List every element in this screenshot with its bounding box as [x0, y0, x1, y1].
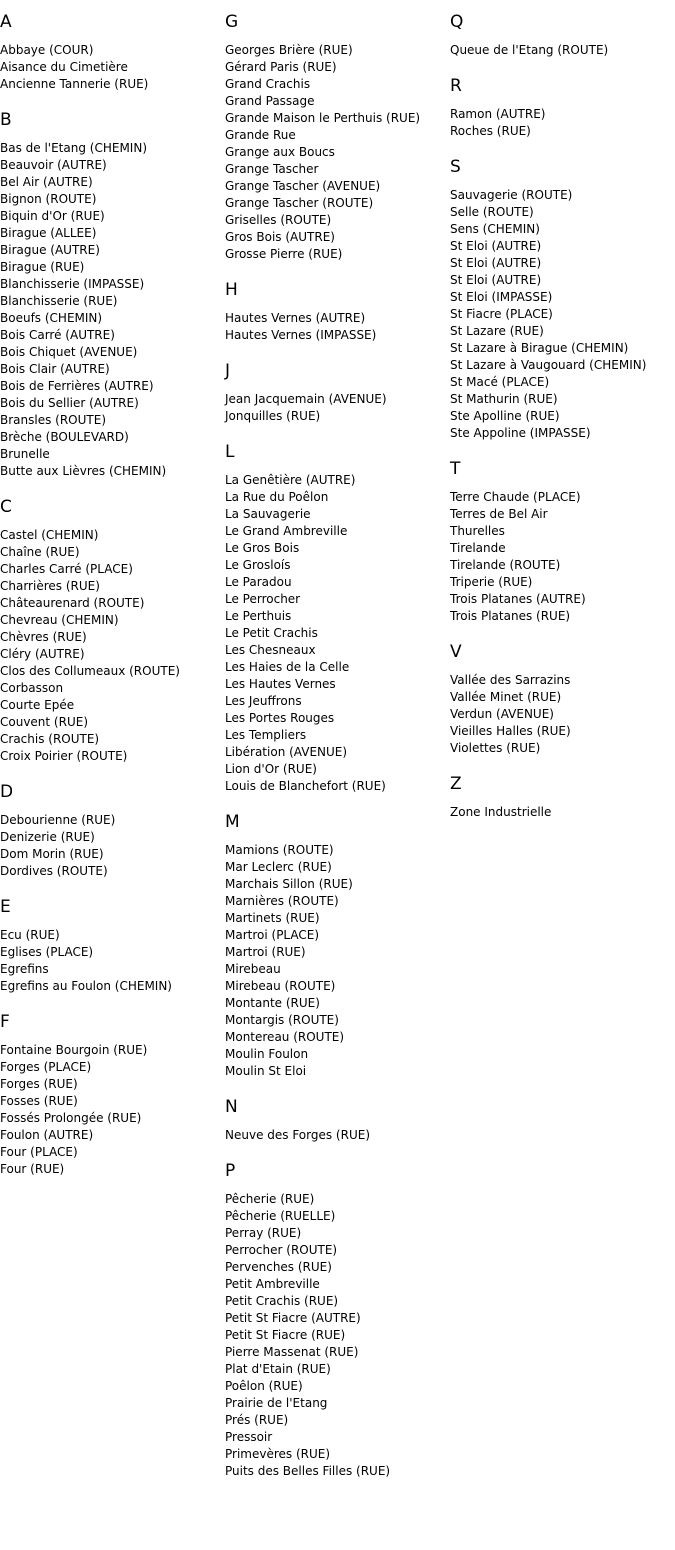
street-name: Clos des Collumeaux (ROUTE)	[0, 664, 180, 678]
street-name: Corbasson	[0, 681, 64, 695]
street-name: Petit St Fiacre (AUTRE)	[225, 1311, 361, 1325]
street-name: Brunelle	[0, 447, 50, 461]
street-name: Grande Rue	[225, 128, 296, 142]
street-name: Le Gros Bois	[225, 541, 300, 555]
letter-section	[0, 1011, 222, 1178]
letter-section	[0, 496, 222, 765]
street-name: Châteaurenard (ROUTE)	[0, 596, 145, 610]
street-name: Trois Platanes (AUTRE)	[450, 592, 586, 606]
letter-heading: F	[0, 1012, 10, 1032]
street-name: Dom Morin (RUE)	[0, 847, 104, 861]
letter-heading: L	[225, 442, 235, 462]
letter-section	[450, 156, 672, 442]
street-list	[450, 489, 672, 625]
street-name: Beauvoir (AUTRE)	[0, 158, 107, 172]
street-name: Egrefins au Foulon (CHEMIN)	[0, 979, 172, 993]
street-name: Bois Carré (AUTRE)	[0, 328, 115, 342]
street-name: Bois du Sellier (AUTRE)	[0, 396, 139, 410]
street-name: St Lazare à Vaugouard (CHEMIN)	[450, 358, 647, 372]
street-name: Mar Leclerc (RUE)	[225, 860, 332, 874]
street-list	[0, 927, 222, 995]
street-name: Mirebeau	[225, 962, 281, 976]
letter-heading: T	[450, 459, 461, 479]
street-name: Couvent (RUE)	[0, 715, 89, 729]
street-name: Biquin d'Or (RUE)	[0, 209, 105, 223]
street-name: Fossés Prolongée (RUE)	[0, 1111, 142, 1125]
street-name: Four (PLACE)	[0, 1145, 78, 1159]
street-name: Grande Maison le Perthuis (RUE)	[225, 111, 421, 125]
letter-section	[450, 11, 672, 59]
street-name: Pêcherie (RUELLE)	[225, 1209, 336, 1223]
street-name: Les Chesneaux	[225, 643, 316, 657]
street-name: Forges (RUE)	[0, 1077, 78, 1091]
street-name: Neuve des Forges (RUE)	[225, 1128, 371, 1142]
street-name: Les Hautes Vernes	[225, 677, 336, 691]
street-list	[225, 42, 447, 263]
letter-section	[225, 360, 447, 425]
street-name: Sauvagerie (ROUTE)	[450, 188, 573, 202]
street-name: La Rue du Poêlon	[225, 490, 329, 504]
street-name: Thurelles	[450, 524, 505, 538]
street-list	[0, 140, 222, 480]
street-list	[225, 310, 447, 344]
street-name: Griselles (ROUTE)	[225, 213, 332, 227]
street-name: Bel Air (AUTRE)	[0, 175, 93, 189]
street-name: Eglises (PLACE)	[0, 945, 94, 959]
letter-heading: P	[225, 1161, 236, 1181]
street-name: St Eloi (AUTRE)	[450, 273, 542, 287]
letter-heading: J	[225, 361, 231, 381]
street-name: Martroi (PLACE)	[225, 928, 320, 942]
street-name: Libération (AVENUE)	[225, 745, 348, 759]
street-name: Pervenches (RUE)	[225, 1260, 332, 1274]
street-name: Chèvres (RUE)	[0, 630, 87, 644]
street-name: Abbaye (COUR)	[0, 43, 94, 57]
street-name: Verdun (AVENUE)	[450, 707, 554, 721]
street-name: Ste Appoline (IMPASSE)	[450, 426, 591, 440]
street-name: St Macé (PLACE)	[450, 375, 550, 389]
street-name: Les Templiers	[225, 728, 307, 742]
street-list	[0, 42, 222, 93]
street-name: Mirebeau (ROUTE)	[225, 979, 336, 993]
street-name: Butte aux Lièvres (CHEMIN)	[0, 464, 167, 478]
street-list	[225, 472, 447, 795]
street-name: Tirelande	[450, 541, 506, 555]
street-index-column-2	[225, 11, 447, 1496]
street-name: Forges (PLACE)	[0, 1060, 92, 1074]
street-name: Cléry (AUTRE)	[0, 647, 85, 661]
street-name: Dordives (ROUTE)	[0, 864, 108, 878]
street-name: Grange Tascher	[225, 162, 319, 176]
street-name: Montereau (ROUTE)	[225, 1030, 345, 1044]
street-list	[450, 672, 672, 757]
street-name: Ecu (RUE)	[0, 928, 60, 942]
street-name: Vallée des Sarrazins	[450, 673, 571, 687]
street-name: Bignon (ROUTE)	[0, 192, 97, 206]
street-name: St Lazare à Birague (CHEMIN)	[450, 341, 629, 355]
street-name: St Lazare (RUE)	[450, 324, 544, 338]
street-name: Grosse Pierre (RUE)	[225, 247, 343, 261]
letter-section	[0, 781, 222, 880]
letter-section	[450, 458, 672, 625]
street-name: Birague (ALLEE)	[0, 226, 97, 240]
letter-heading: S	[450, 157, 461, 177]
letter-section	[450, 641, 672, 757]
street-list	[450, 106, 672, 140]
letter-section	[225, 1160, 447, 1480]
street-index-column-1	[0, 11, 222, 1194]
street-list	[0, 812, 222, 880]
street-name: St Eloi (AUTRE)	[450, 239, 542, 253]
street-name: Georges Brière (RUE)	[225, 43, 353, 57]
street-name: Grand Passage	[225, 94, 315, 108]
street-name: Charrières (RUE)	[0, 579, 100, 593]
street-name: St Mathurin (RUE)	[450, 392, 558, 406]
street-name: Martroi (RUE)	[225, 945, 306, 959]
street-name: Grange Tascher (AVENUE)	[225, 179, 381, 193]
street-name: Petit St Fiacre (RUE)	[225, 1328, 346, 1342]
street-name: Egrefins	[0, 962, 49, 976]
street-name: Bois Clair (AUTRE)	[0, 362, 110, 376]
street-name: Perray (RUE)	[225, 1226, 302, 1240]
street-name: Le Perrocher	[225, 592, 301, 606]
street-name: Bransles (ROUTE)	[0, 413, 107, 427]
street-name: Jean Jacquemain (AVENUE)	[225, 392, 387, 406]
letter-section	[450, 75, 672, 140]
letter-section	[225, 441, 447, 795]
street-name: Bois de Ferrières (AUTRE)	[0, 379, 154, 393]
street-name: Puits des Belles Filles (RUE)	[225, 1464, 391, 1478]
street-name: Aisance du Cimetière	[0, 60, 128, 74]
street-name: Pierre Massenat (RUE)	[225, 1345, 359, 1359]
street-name: Bas de l'Etang (CHEMIN)	[0, 141, 147, 155]
street-name: Montargis (ROUTE)	[225, 1013, 339, 1027]
street-name: Hautes Vernes (AUTRE)	[225, 311, 366, 325]
letter-section	[0, 11, 222, 93]
street-name: Petit Crachis (RUE)	[225, 1294, 339, 1308]
street-name: Les Haies de la Celle	[225, 660, 350, 674]
letter-section	[0, 896, 222, 995]
street-name: Birague (AUTRE)	[0, 243, 100, 257]
street-name: Brèche (BOULEVARD)	[0, 430, 129, 444]
street-name: Moulin Foulon	[225, 1047, 309, 1061]
street-name: Selle (ROUTE)	[450, 205, 534, 219]
street-name: Les Portes Rouges	[225, 711, 335, 725]
street-name: Foulon (AUTRE)	[0, 1128, 94, 1142]
street-name: Les Jeuffrons	[225, 694, 302, 708]
letter-heading: D	[0, 782, 14, 802]
street-list	[450, 42, 672, 59]
street-name: Perrocher (ROUTE)	[225, 1243, 338, 1257]
street-name: Le Grosloís	[225, 558, 291, 572]
letter-section	[225, 1096, 447, 1144]
street-list	[450, 804, 672, 821]
street-name: St Fiacre (PLACE)	[450, 307, 553, 321]
letter-heading: N	[225, 1097, 238, 1117]
letter-heading: C	[0, 497, 12, 517]
street-list	[225, 842, 447, 1080]
street-name: Boeufs (CHEMIN)	[0, 311, 103, 325]
street-name: Ste Apolline (RUE)	[450, 409, 560, 423]
letter-section	[225, 811, 447, 1080]
street-name: Debourienne (RUE)	[0, 813, 116, 827]
street-name: Montante (RUE)	[225, 996, 320, 1010]
street-name: Grand Crachis	[225, 77, 311, 91]
street-name: Jonquilles (RUE)	[225, 409, 321, 423]
letter-heading: E	[0, 897, 11, 917]
street-name: Martinets (RUE)	[225, 911, 320, 925]
street-name: Marnières (ROUTE)	[225, 894, 339, 908]
street-name: Mamions (ROUTE)	[225, 843, 334, 857]
street-name: Gros Bois (AUTRE)	[225, 230, 335, 244]
street-name: Le Perthuis	[225, 609, 292, 623]
street-list	[225, 1127, 447, 1144]
street-name: Gérard Paris (RUE)	[225, 60, 337, 74]
street-name: Zone Industrielle	[450, 805, 552, 819]
street-name: Birague (RUE)	[0, 260, 85, 274]
street-name: Fontaine Bourgoin (RUE)	[0, 1043, 148, 1057]
street-list	[225, 391, 447, 425]
street-name: St Eloi (AUTRE)	[450, 256, 542, 270]
street-name: Marchais Sillon (RUE)	[225, 877, 353, 891]
street-name: Terres de Bel Air	[450, 507, 548, 521]
street-name: Courte Epée	[0, 698, 75, 712]
street-name: Ancienne Tannerie (RUE)	[0, 77, 149, 91]
street-name: Charles Carré (PLACE)	[0, 562, 133, 576]
letter-section	[225, 11, 447, 263]
letter-heading: A	[0, 12, 12, 32]
letter-heading: G	[225, 12, 239, 32]
street-name: Fosses (RUE)	[0, 1094, 78, 1108]
street-name: Le Paradou	[225, 575, 292, 589]
street-name: St Eloi (IMPASSE)	[450, 290, 553, 304]
street-name: Pressoir	[225, 1430, 273, 1444]
street-name: Louis de Blanchefort (RUE)	[225, 779, 386, 793]
street-name: Ramon (AUTRE)	[450, 107, 546, 121]
street-name: Violettes (RUE)	[450, 741, 541, 755]
street-list	[450, 187, 672, 442]
street-name: Sens (CHEMIN)	[450, 222, 540, 236]
street-name: La Genêtière (AUTRE)	[225, 473, 356, 487]
street-name: Bois Chiquet (AVENUE)	[0, 345, 138, 359]
street-name: Vallée Minet (RUE)	[450, 690, 562, 704]
street-name: Hautes Vernes (IMPASSE)	[225, 328, 377, 342]
street-name: Poêlon (RUE)	[225, 1379, 303, 1393]
street-name: Plat d'Etain (RUE)	[225, 1362, 331, 1376]
street-name: Prairie de l'Etang	[225, 1396, 328, 1410]
street-list	[0, 1042, 222, 1178]
street-name: Croix Poirier (ROUTE)	[0, 749, 128, 763]
street-name: Le Petit Crachis	[225, 626, 318, 640]
street-name: Moulin St Eloi	[225, 1064, 307, 1078]
street-name: Castel (CHEMIN)	[0, 528, 99, 542]
street-name: Blanchisserie (IMPASSE)	[0, 277, 145, 291]
letter-section	[0, 109, 222, 480]
street-name: Four (RUE)	[0, 1162, 65, 1176]
street-name: Chevreau (CHEMIN)	[0, 613, 119, 627]
street-name: Lion d'Or (RUE)	[225, 762, 317, 776]
street-name: Denizerie (RUE)	[0, 830, 95, 844]
street-name: Le Grand Ambreville	[225, 524, 348, 538]
letter-heading: Q	[450, 12, 464, 32]
street-name: Tirelande (ROUTE)	[450, 558, 561, 572]
street-name: La Sauvagerie	[225, 507, 311, 521]
letter-heading: M	[225, 812, 240, 832]
street-name: Vieilles Halles (RUE)	[450, 724, 571, 738]
street-name: Chaîne (RUE)	[0, 545, 80, 559]
street-name: Pêcherie (RUE)	[225, 1192, 315, 1206]
letter-heading: Z	[450, 774, 462, 794]
street-name: Prés (RUE)	[225, 1413, 289, 1427]
letter-section	[450, 773, 672, 821]
street-name: Petit Ambreville	[225, 1277, 320, 1291]
letter-heading: H	[225, 280, 238, 300]
street-name: Triperie (RUE)	[450, 575, 533, 589]
letter-section	[225, 279, 447, 344]
street-name: Queue de l'Etang (ROUTE)	[450, 43, 609, 57]
street-name: Grange Tascher (ROUTE)	[225, 196, 374, 210]
street-name: Trois Platanes (RUE)	[450, 609, 571, 623]
street-list	[225, 1191, 447, 1480]
letter-heading: V	[450, 642, 462, 662]
street-name: Crachis (ROUTE)	[0, 732, 100, 746]
letter-heading: R	[450, 76, 462, 96]
street-name: Primevères (RUE)	[225, 1447, 331, 1461]
street-name: Blanchisserie (RUE)	[0, 294, 118, 308]
street-list	[0, 527, 222, 765]
street-index-column-3	[450, 11, 672, 837]
street-name: Roches (RUE)	[450, 124, 531, 138]
street-name: Grange aux Boucs	[225, 145, 335, 159]
letter-heading: B	[0, 110, 12, 130]
street-name: Terre Chaude (PLACE)	[450, 490, 581, 504]
